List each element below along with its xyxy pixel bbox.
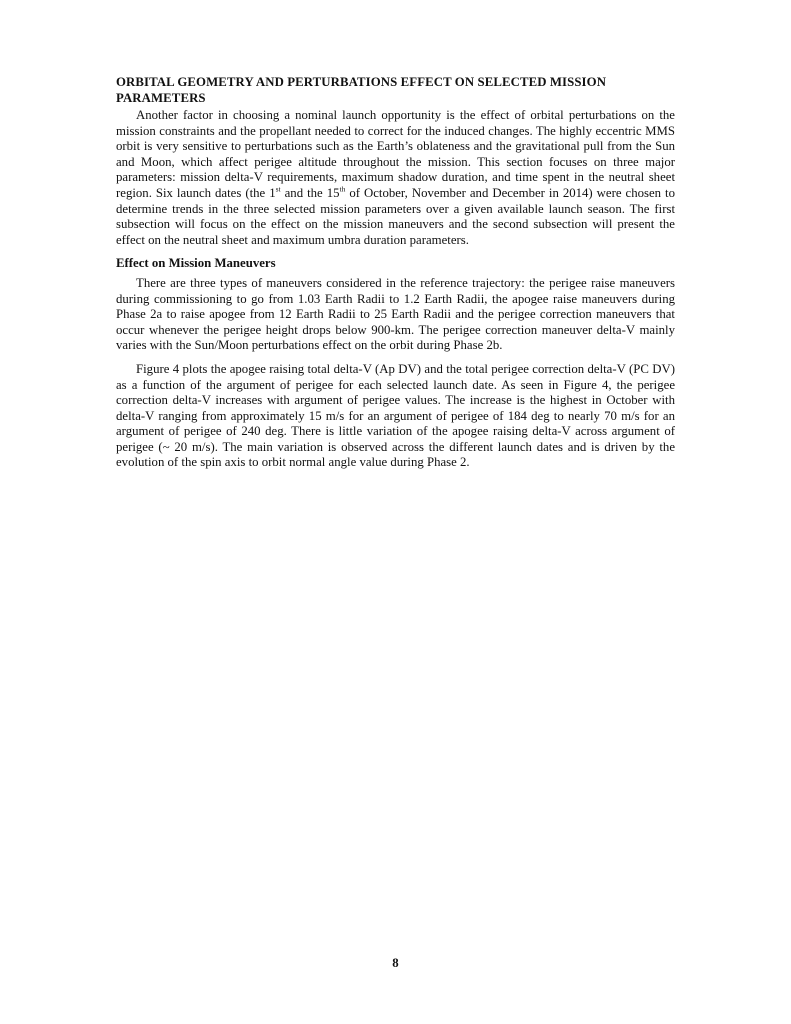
paragraph-launch-opportunity	[116, 108, 675, 248]
paragraph-text: and the 15	[280, 185, 340, 200]
ordinal-superscript: th	[339, 184, 346, 194]
paragraph-text: of October, November and December in 2014) were chosen to determine trends in the three selected mission parameters over a given available launch season. The first subsection will focus on the effect on the mission maneuvers and the second subsection will present the effect on the neutral sheet and maximum umbra duration parameters.	[116, 185, 676, 247]
paragraph-figure-4: Figure 4 plots the apogee raising total delta-V (Ap DV) and the total perigee correction delta-V (PC DV) as a function of the argument of perigee for each selected launch date. As seen in Figure 4, the perigee correction delta-V increases with argument of perigee values. The increase is the highest in October with delta-V ranging from approximately 15 m/s for an argument of perigee of 184 deg to nearly 70 m/s for an argument of perigee of 240 deg. There is little variation of the apogee raising delta-V across argument of perigee (~ 20 m/s). The main variation is observed across the different launch dates and is driven by the evolution of the spin axis to orbit normal angle value during Phase 2.	[116, 361, 675, 470]
page-number: 8	[392, 956, 399, 970]
ordinal-superscript: st	[275, 184, 281, 194]
section-heading: ORBITAL GEOMETRY AND PERTURBATIONS EFFECT ON SELECTED MISSION PARAMETERS	[116, 75, 607, 105]
paragraph-text: Another factor in choosing a nominal launch opportunity is the effect of orbital perturbations on the mission constraints and the propellant needed to correct for the induced changes. The highly eccentric MMS orbit is very sensitive to perturbations such as the Earth’s oblateness and the gravitational pull from the Sun and Moon, which affect perigee altitude throughout the mission. This section focuses on three major parameters: mission delta-V requirements, maximum shadow duration, and time spent in the neutral sheet region. Six launch dates (the 1	[116, 108, 675, 200]
subsection-heading: Effect on Mission Maneuvers	[116, 256, 276, 271]
paragraph-maneuver-types: There are three types of maneuvers considered in the reference trajectory: the perigee raise maneuvers during commissioning to go from 1.03 Earth Radii to 1.2 Earth Radii, the apogee raise maneuvers during Phase 2a to raise apogee from 12 Earth Radii to 25 Earth Radii and the perigee correction maneuvers that occur whenever the perigee height drops below 900-km. The perigee correction maneuver delta-V mainly varies with the Sun/Moon perturbations effect on the orbit during Phase 2b.	[116, 275, 675, 353]
page-content	[116, 75, 675, 471]
